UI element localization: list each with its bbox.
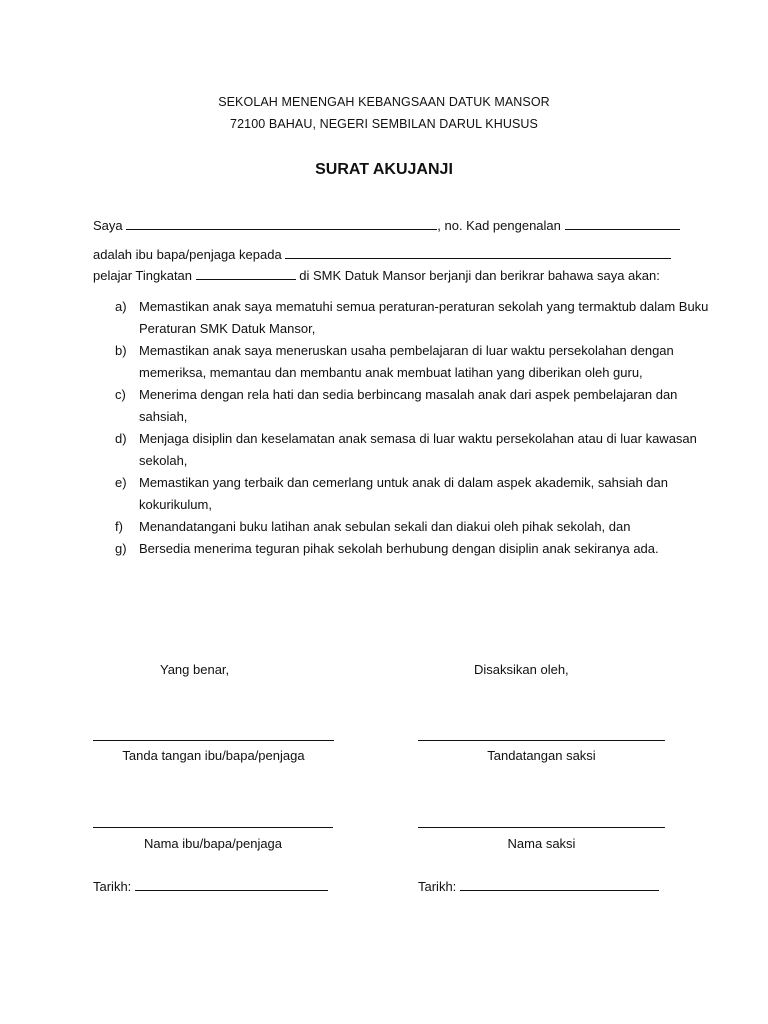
guardian-date-blank[interactable] [135, 879, 328, 891]
witness-name-label: Nama saksi [507, 836, 576, 851]
yang-benar-heading: Yang benar, [160, 662, 230, 677]
witness-signature-line[interactable] [418, 740, 665, 741]
guardian-date-label: Tarikh: [93, 879, 132, 894]
guardian-name-label: Nama ibu/bapa/penjaga [143, 836, 283, 851]
school-name: SEKOLAH MENENGAH KEBANGSAAN DATUK MANSOR [218, 95, 550, 109]
pledge-item: d) Menjaga disiplin dan keselamatan anak semasa di luar waktu persekolahan atau di luar kawasan sekolah, [115, 431, 697, 468]
name-blank[interactable] [126, 218, 437, 230]
witness-date-row [418, 879, 659, 894]
pledge-item: a) Memastikan anak saya mematuhi semua peraturan-peraturan sekolah yang termaktub dalam Buku Peraturan SMK Datuk Mansor, [115, 299, 709, 336]
pledge-item: f) Menandatangani buku latihan anak sebulan sekali dan diakui oleh pihak sekolah, dan [115, 519, 631, 534]
witness-date-label: Tarikh: [418, 879, 457, 894]
guardian-date-row [93, 879, 328, 894]
saya-label: Saya [93, 218, 123, 233]
school-address: 72100 BAHAU, NEGERI SEMBILAN DARUL KHUSUS [230, 117, 538, 131]
pledge-item: c) Menerima dengan rela hati dan sedia berbincang masalah anak dari aspek pembelajaran dan sahsiah, [115, 387, 678, 424]
pledge-item: b) Memastikan anak saya meneruskan usaha pembelajaran di luar waktu persekolahan dengan memeriksa, memantau dan membantu anak membuat latihan yang diberikan oleh guru, [115, 343, 674, 380]
form-level-label: pelajar Tingkatan [93, 268, 193, 283]
witness-signature-label: Tandatangan saksi [487, 748, 596, 763]
witness-date-blank[interactable] [460, 879, 659, 891]
child-name-blank[interactable] [285, 247, 671, 259]
form-line-child [93, 247, 671, 262]
ic-number-blank[interactable] [565, 218, 680, 230]
guardian-signature-line[interactable] [93, 740, 334, 741]
witness-heading: Disaksikan oleh, [474, 662, 569, 677]
document-title: SURAT AKUJANJI [315, 161, 453, 178]
pledge-intro: di SMK Datuk Mansor berjanji dan berikrar bahawa saya akan: [299, 268, 660, 283]
witness-name-line[interactable] [418, 827, 665, 828]
guardian-signature-label: Tanda tangan ibu/bapa/penjaga [122, 748, 305, 763]
pledge-item: e) Memastikan yang terbaik dan cemerlang untuk anak di dalam aspek akademik, sahsiah dan kokurikulum, [115, 475, 668, 512]
form-level-blank[interactable] [196, 268, 296, 280]
ic-label: , no. Kad pengenalan [437, 218, 561, 233]
form-line-form-level [93, 268, 660, 283]
pledge-item: g) Bersedia menerima teguran pihak sekolah berhubung dengan disiplin anak sekiranya ada. [115, 541, 659, 556]
pledge-list [93, 296, 713, 560]
guardian-name-line[interactable] [93, 827, 333, 828]
form-line-name [93, 218, 680, 233]
guardian-of-label: adalah ibu bapa/penjaga kepada [93, 247, 282, 262]
